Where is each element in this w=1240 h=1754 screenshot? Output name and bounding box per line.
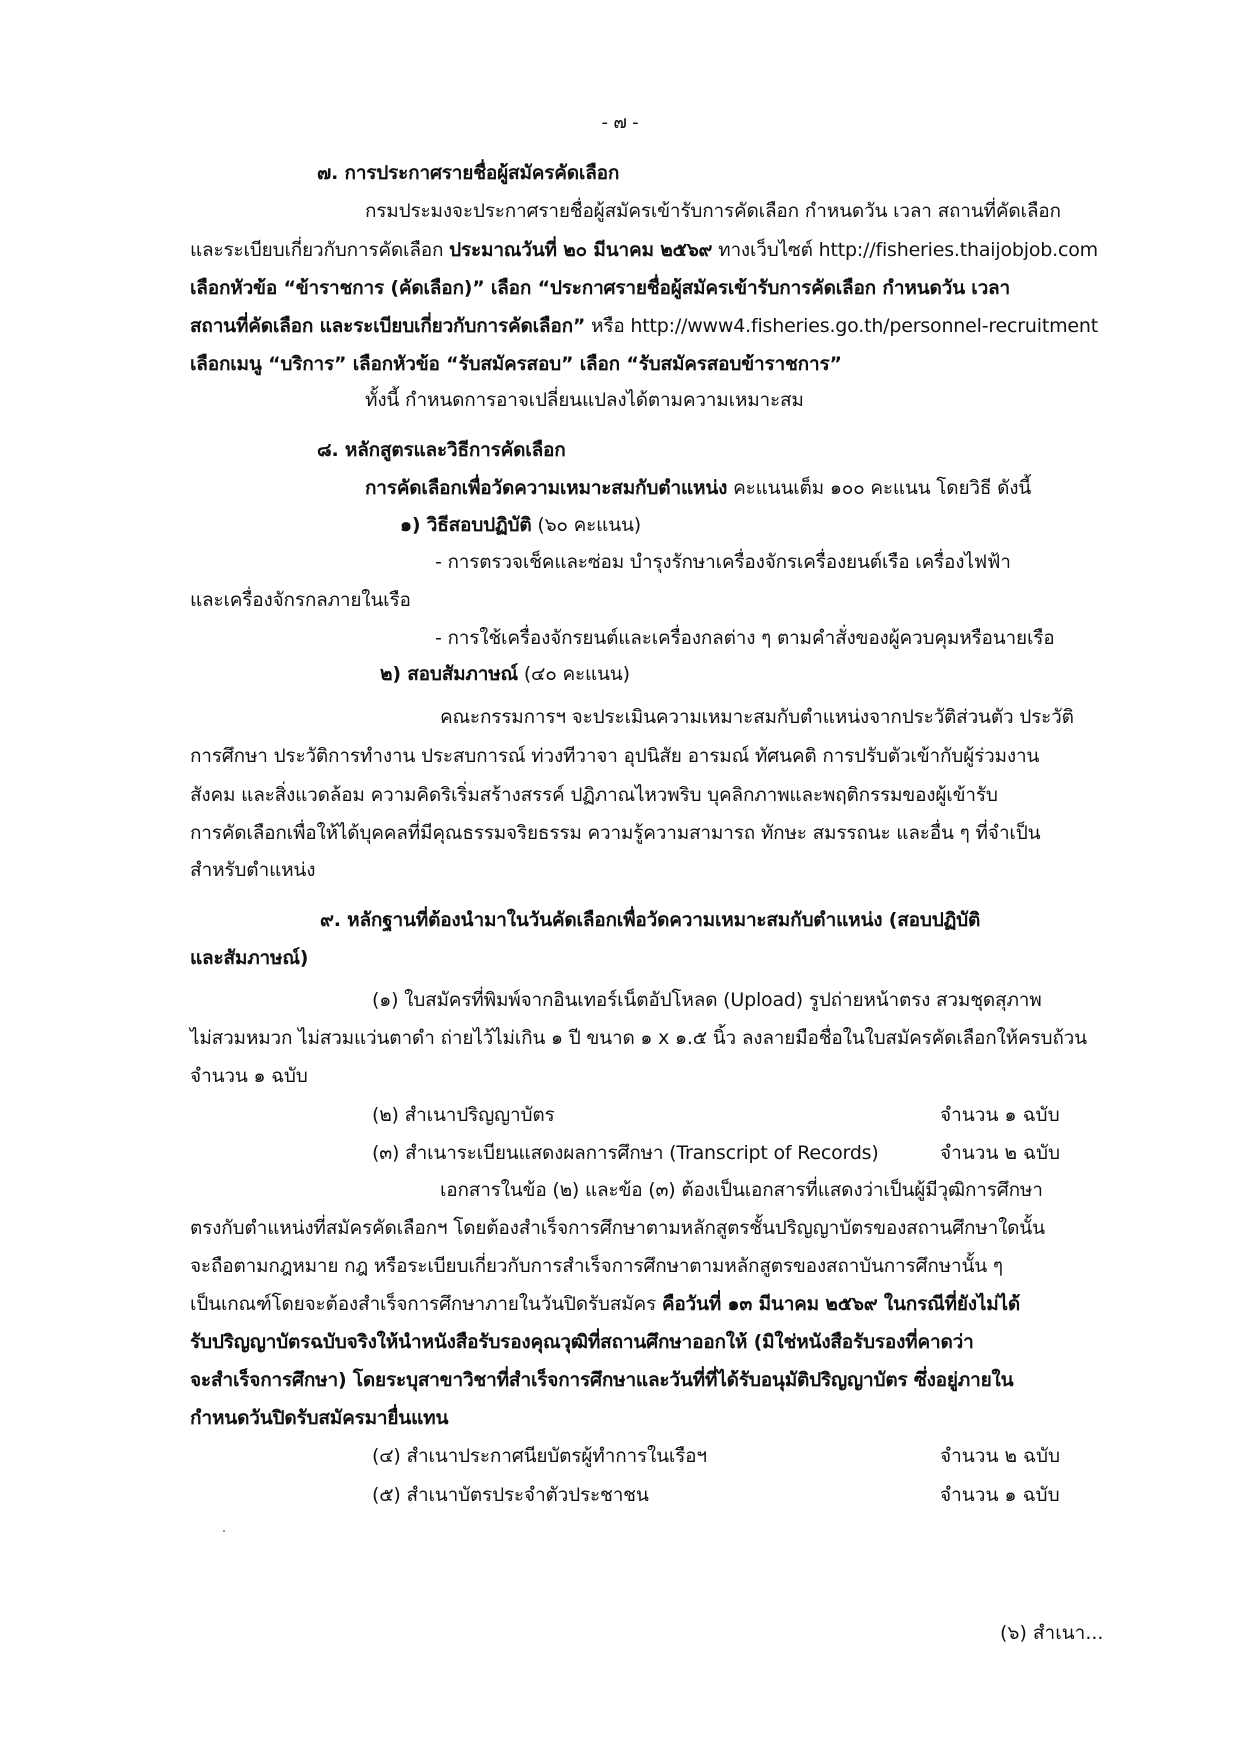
item4-qty: จำนวน ๒ ฉบับ: [940, 1445, 1061, 1467]
note-line1: เอกสารในข้อ (๒) และข้อ (๓) ต้องเป็นเอกสารที่แสดงว่าเป็นผู้มีวุฒิการศึกษา: [440, 1179, 1043, 1201]
continued-marker: (๖) สำเนา...: [1000, 1622, 1104, 1644]
text-segment: สถานที่คัดเลือก และระเบียบเกี่ยวกับการคัดเลือก”: [190, 315, 586, 337]
page-number: - ๗ -: [601, 112, 639, 133]
item1-line1: (๑) ใบสมัครที่พิมพ์จากอินเทอร์เน็ตอัปโหลด (Upload) รูปถ่ายหน้าตรง สวมชุดสุภาพ: [372, 989, 1042, 1011]
section7-line4: [190, 311, 1098, 341]
note-line2: ตรงกับตำแหน่งที่สมัครคัดเลือกฯ โดยต้องสำเร็จการศึกษาตามหลักสูตรชั้นปริญญาบัตรของสถานศึกษาใดนั้น: [190, 1217, 1045, 1239]
section8-heading: ๘. หลักสูตรและวิธีการคัดเลือก: [317, 439, 566, 461]
item2-qty: จำนวน ๑ ฉบับ: [940, 1104, 1060, 1126]
text-segment: คะแนนเต็ม ๑๐๐ คะแนน โดยวิธี ดังนี้: [733, 477, 1032, 499]
closing-date: คือวันที่ ๑๓ มีนาคม ๒๕๖๙ ในกรณีที่ยังไม่ได้: [661, 1293, 1021, 1315]
website-link-1[interactable]: ทางเว็บไซต์ http://fisheries.thaijobjob.com: [718, 239, 1098, 261]
section7-line2: [190, 235, 1098, 265]
text-segment: ๑) วิธีสอบปฏิบัติ: [400, 514, 532, 536]
part2-line3: สังคม และสิ่งแวดล้อม ความคิดริเริ่มสร้างสรรค์ ปฏิภาณไหวพริบ บุคลิกภาพและพฤติกรรมของผู้เข้ารับ: [190, 784, 998, 806]
part1-bullet1-cont: และเครื่องจักรกลภายในเรือ: [190, 589, 411, 611]
announce-date: ประมาณวันที่ ๒๐ มีนาคม ๒๕๖๙: [449, 239, 713, 261]
text-segment: และระเบียบเกี่ยวกับการคัดเลือก: [190, 239, 444, 261]
text-segment: การคัดเลือกเพื่อวัดความเหมาะสมกับตำแหน่ง: [365, 477, 728, 499]
note-line4: [190, 1289, 1020, 1319]
text-segment: (๔๐ คะแนน): [523, 663, 630, 685]
item3-qty: จำนวน ๒ ฉบับ: [940, 1142, 1061, 1164]
part2-line4: การคัดเลือกเพื่อให้ได้บุคคลที่มีคุณธรรมจริยธรรม ความรู้ความสามารถ ทักษะ สมรรถนะ และอื่น ๆ ที่จำเป็น: [190, 822, 1041, 844]
section9-heading-line2: และสัมภาษณ์): [190, 947, 309, 969]
item3-label: (๓) สำเนาระเบียนแสดงผลการศึกษา (Transcript of Records): [372, 1142, 879, 1164]
item1-line3: จำนวน ๑ ฉบับ: [190, 1065, 308, 1087]
note-line3: จะถือตามกฎหมาย กฎ หรือระเบียบเกี่ยวกับการสำเร็จการศึกษาตามหลักสูตรของสถาบันการศึกษานั้น ๆ: [190, 1255, 1003, 1277]
note-line6: จะสำเร็จการศึกษา) โดยระบุสาขาวิชาที่สำเร็จการศึกษาและวันที่ที่ได้รับอนุมัติปริญญาบัตร ซึ่งอยู่ภายใน: [190, 1369, 1014, 1391]
item4-label: (๔) สำเนาประกาศนียบัตรผู้ทำการในเรือฯ: [372, 1445, 707, 1467]
section8-intro: [365, 473, 1031, 503]
item5-label: (๕) สำเนาบัตรประจำตัวประชาชน: [372, 1484, 649, 1506]
note-line7: กำหนดวันปิดรับสมัครมายื่นแทน: [190, 1407, 449, 1429]
section7-line5: เลือกเมนู “บริการ” เลือกหัวข้อ “รับสมัครสอบ” เลือก “รับสมัครสอบข้าราชการ”: [190, 353, 842, 375]
item5-qty: จำนวน ๑ ฉบับ: [940, 1484, 1060, 1506]
section7-line3: เลือกหัวข้อ “ข้าราชการ (คัดเลือก)” เลือก “ประกาศรายชื่อผู้สมัครเข้ารับการคัดเลือก กำหนดวัน เวลา: [190, 277, 1010, 299]
section7-heading: ๗. การประกาศรายชื่อผู้สมัครคัดเลือก: [317, 162, 620, 184]
section9-heading-line1: ๙. หลักฐานที่ต้องนำมาในวันคัดเลือกเพื่อวัดความเหมาะสมกับตำแหน่ง (สอบปฏิบัติ: [320, 909, 981, 931]
part2-line2: การศึกษา ประวัติการทำงาน ประสบการณ์ ท่วงทีวาจา อุปนิสัย อารมณ์ ทัศนคติ การปรับตัวเข้ากับผู้ร่วมงาน: [190, 745, 1040, 767]
text-segment: เป็นเกณฑ์โดยจะต้องสำเร็จการศึกษาภายในวันปิดรับสมัคร: [190, 1293, 656, 1315]
part2-line5: สำหรับตำแหน่ง: [190, 859, 316, 881]
part2-line1: คณะกรรมการฯ จะประเมินความเหมาะสมกับตำแหน่งจากประวัติส่วนตัว ประวัติ: [440, 706, 1074, 728]
text-segment: ๒) สอบสัมภาษณ์: [380, 663, 518, 685]
note-line5: รับปริญญาบัตรฉบับจริงให้นำหนังสือรับรองคุณวุฒิที่สถานศึกษาออกให้ (มิใช่หนังสือรับรองที่คาดว่า: [190, 1331, 974, 1353]
website-link-2[interactable]: หรือ http://www4.fisheries.go.th/personnel-recruitment: [591, 315, 1098, 337]
part1-bullet1: - การตรวจเช็คและซ่อม บำรุงรักษาเครื่องจักรเครื่องยนต์เรือ เครื่องไฟฟ้า: [435, 551, 1011, 573]
section7-line1: กรมประมงจะประกาศรายชื่อผู้สมัครเข้ารับการคัดเลือก กำหนดวัน เวลา สถานที่คัดเลือก: [365, 200, 1061, 222]
part1-title: [400, 510, 641, 540]
text-segment: (๖๐ คะแนน): [537, 514, 642, 536]
section7-note: ทั้งนี้ กำหนดการอาจเปลี่ยนแปลงได้ตามความเหมาะสม: [365, 389, 804, 411]
part2-title: [380, 659, 630, 689]
part1-bullet2: - การใช้เครื่องจักรยนต์และเครื่องกลต่าง ๆ ตามคำสั่งของผู้ควบคุมหรือนายเรือ: [435, 627, 1055, 649]
item1-line2: ไม่สวมหมวก ไม่สวมแว่นตาดำ ถ่ายไว้ไม่เกิน ๑ ปี ขนาด ๑ x ๑.๕ นิ้ว ลงลายมือชื่อในใบสมัครคัดเลือกให้ครบถ้วน: [190, 1027, 1087, 1049]
item2-label: (๒) สำเนาปริญญาบัตร: [372, 1104, 555, 1126]
scan-speck: [223, 1530, 225, 1532]
